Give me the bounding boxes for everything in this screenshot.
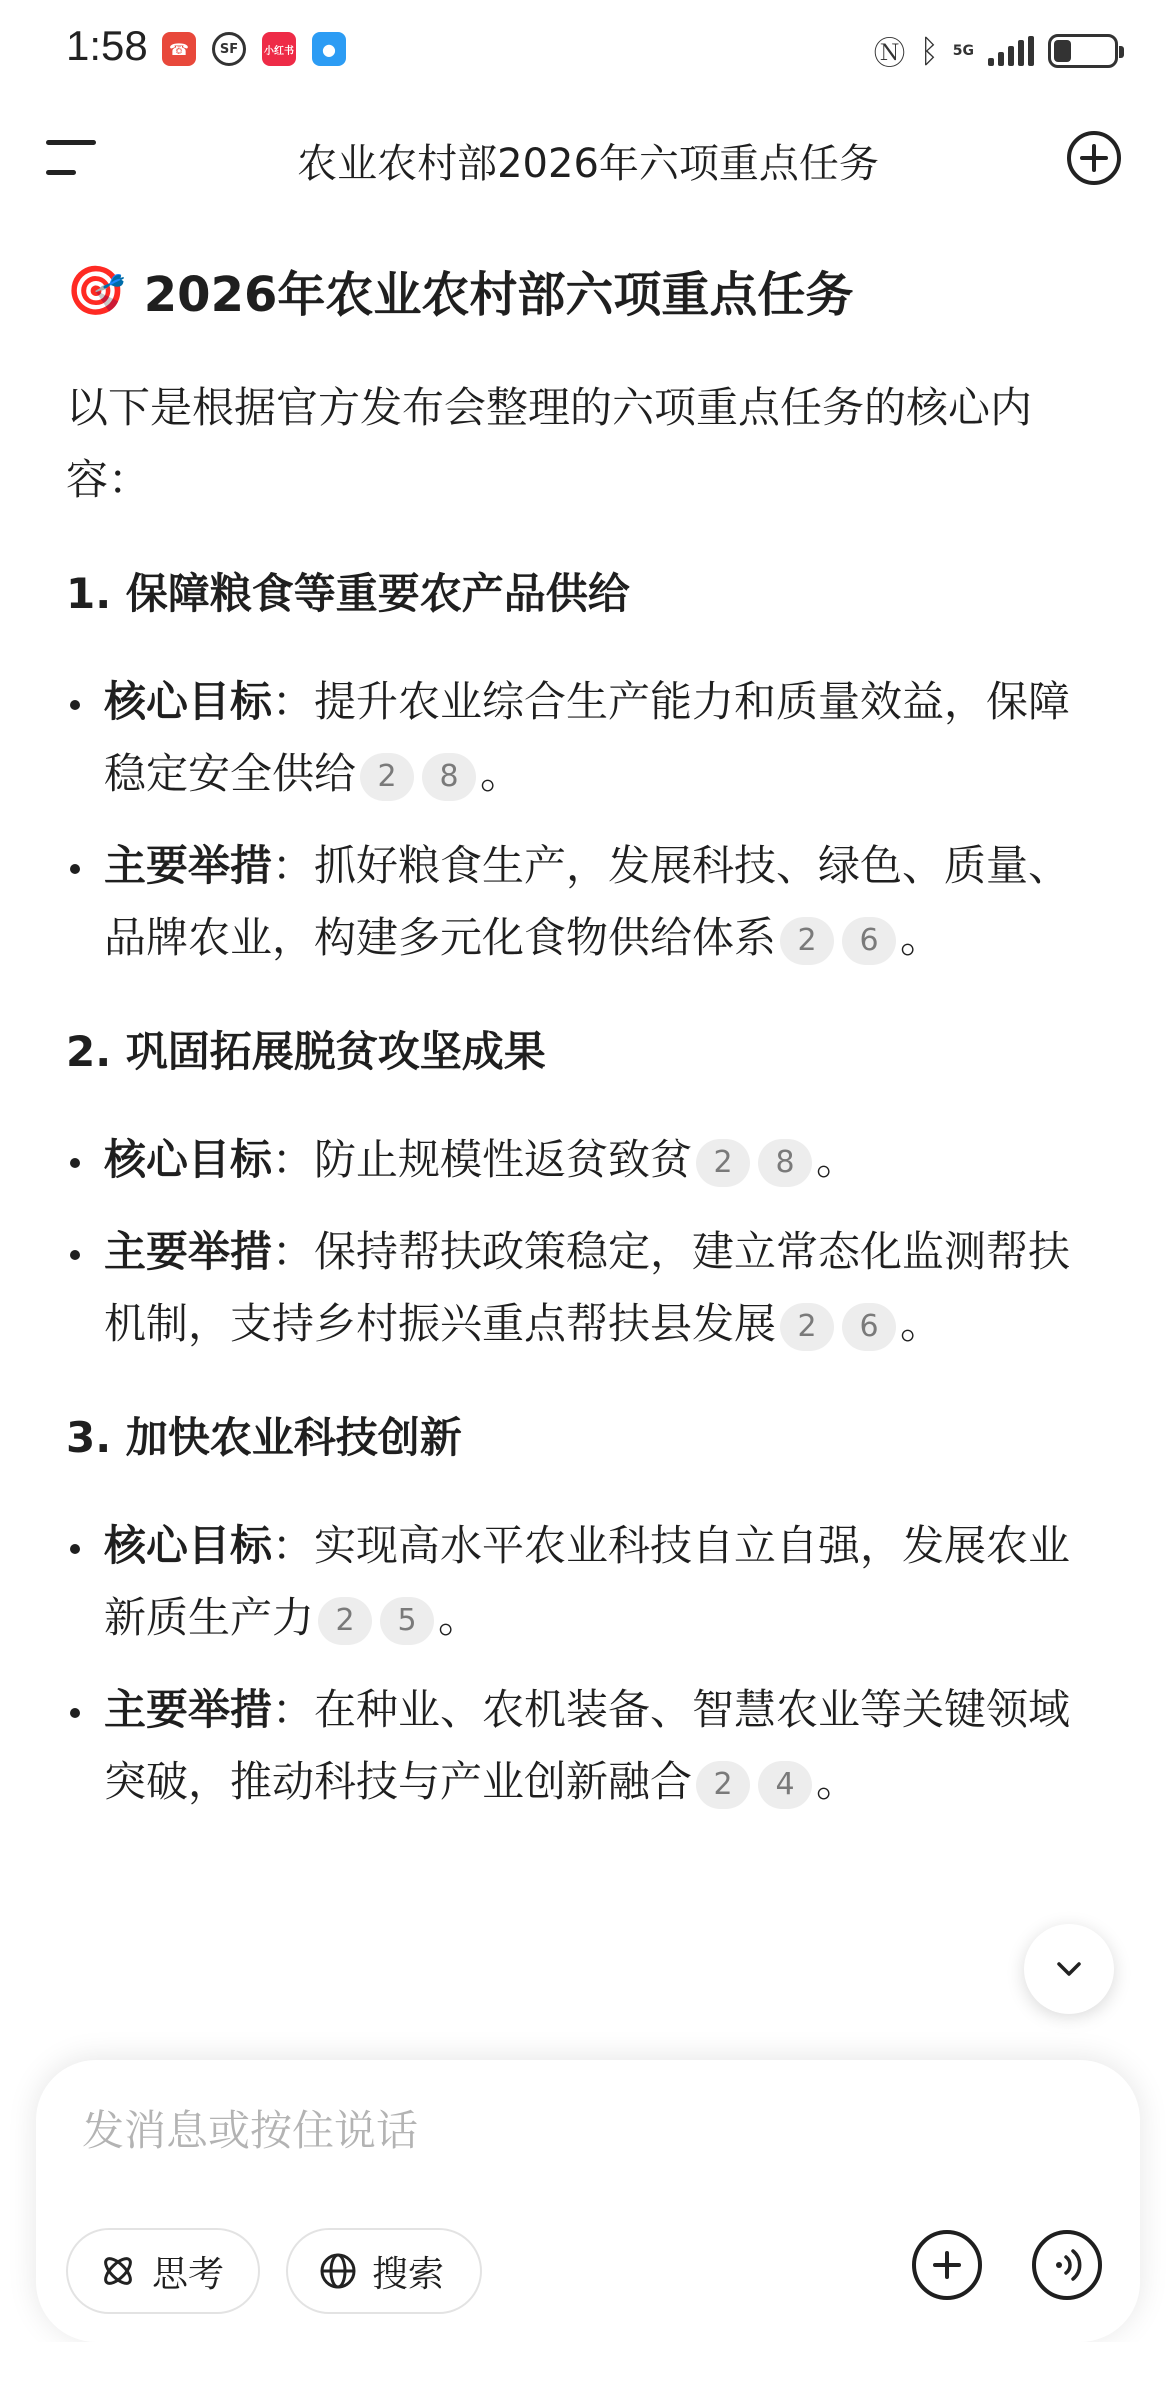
- core-goal-text: 实现高水平农业科技自立自强，发展农业新质生产力: [104, 1521, 1071, 1642]
- colon: ：: [272, 1227, 315, 1276]
- xiaohongshu-icon: 小红书: [262, 32, 296, 66]
- article-intro: 以下是根据官方发布会整理的六项重点任务的核心内容：: [66, 383, 1033, 504]
- bottom-safe-area: [0, 2342, 1176, 2400]
- period: 。: [900, 1299, 943, 1348]
- core-goal-label: 核心目标: [104, 677, 273, 726]
- chat-app-icon: ●: [312, 32, 346, 66]
- nfc-icon: Ⓝ: [873, 34, 906, 72]
- status-time: 1:58: [66, 22, 148, 69]
- search-label: 搜索: [372, 2253, 445, 2295]
- message-composer: [36, 2060, 1140, 2342]
- message-input[interactable]: [82, 2100, 1082, 2160]
- attach-button[interactable]: [912, 2230, 982, 2300]
- period: 。: [900, 913, 943, 962]
- sf-express-icon: SF: [212, 32, 246, 66]
- new-chat-icon[interactable]: [1064, 128, 1124, 188]
- sound-wave-icon: [1047, 2245, 1087, 2285]
- core-goal-text: 提升农业综合生产能力和质量效益，保障稳定安全供给: [104, 677, 1071, 798]
- think-label: 思考: [152, 2253, 225, 2295]
- globe-icon: [318, 2251, 358, 2291]
- chevron-down-icon: [1051, 1951, 1087, 1987]
- citation-badge[interactable]: 8: [422, 753, 476, 801]
- task-heading: 1. 保障粮食等重要农产品供给: [66, 569, 630, 618]
- battery-fill: [1054, 40, 1071, 62]
- task-bullet-list: [66, 1124, 1110, 1360]
- citation-badge[interactable]: 2: [780, 1303, 834, 1351]
- core-goal-item: [66, 666, 1110, 810]
- main-measures-text: 在种业、农机装备、智慧农业等关键领域突破，推动科技与产业创新融合: [104, 1685, 1071, 1806]
- main-measures-item: [66, 830, 1110, 974]
- colon: ：: [272, 677, 315, 726]
- citation-badge[interactable]: 2: [696, 1761, 750, 1809]
- period: 。: [816, 1757, 859, 1806]
- signal-icon: [988, 36, 1034, 66]
- missed-call-icon: ☎: [162, 32, 196, 66]
- message-content: [66, 250, 1110, 1838]
- bluetooth-icon: ᛒ: [919, 32, 939, 70]
- period: 。: [816, 1135, 859, 1184]
- scroll-down-button[interactable]: [1024, 1924, 1114, 2014]
- core-goal-item: [66, 1510, 1110, 1654]
- core-goal-item: [66, 1124, 1110, 1196]
- main-measures-item: [66, 1216, 1110, 1360]
- atom-icon: [98, 2251, 138, 2291]
- period: 。: [438, 1593, 481, 1642]
- task-section: [66, 1016, 1110, 1360]
- conversation-title: 农业农村部2026年六项重点任务: [297, 141, 879, 187]
- status-bar: [0, 0, 1176, 100]
- task-section: [66, 558, 1110, 974]
- task-section: [66, 1402, 1110, 1818]
- core-goal-text: 防止规模性返贫致贫: [314, 1135, 693, 1184]
- task-heading: 2. 巩固拓展脱贫攻坚成果: [66, 1027, 546, 1076]
- citation-badge[interactable]: 6: [842, 917, 896, 965]
- task-bullet-list: [66, 1510, 1110, 1818]
- colon: ：: [272, 1521, 315, 1570]
- notification-icons: [162, 32, 346, 66]
- period: 。: [480, 749, 523, 798]
- article-title-text: 2026年农业农村部六项重点任务: [143, 266, 854, 323]
- colon: ：: [272, 1685, 315, 1734]
- citation-badge[interactable]: 2: [360, 753, 414, 801]
- task-bullet-list: [66, 666, 1110, 974]
- main-measures-text: 抓好粮食生产，发展科技、绿色、质量、品牌农业，构建多元化食物供给体系: [104, 841, 1071, 962]
- app-header: [0, 110, 1176, 210]
- colon: ：: [272, 1135, 315, 1184]
- core-goal-label: 核心目标: [104, 1135, 273, 1184]
- article-title: [66, 250, 1110, 330]
- battery-icon: [1048, 34, 1118, 68]
- main-measures-label: 主要举措: [104, 841, 273, 890]
- main-measures-item: [66, 1674, 1110, 1818]
- search-toggle-button[interactable]: [286, 2228, 482, 2314]
- plus-icon: [929, 2247, 965, 2283]
- voice-call-button[interactable]: [1032, 2230, 1102, 2300]
- target-emoji-icon: 🎯: [66, 262, 126, 319]
- main-measures-label: 主要举措: [104, 1685, 273, 1734]
- citation-badge[interactable]: 2: [696, 1139, 750, 1187]
- system-icons: [874, 28, 1118, 74]
- task-sections: [66, 558, 1110, 1818]
- main-measures-label: 主要举措: [104, 1227, 273, 1276]
- citation-badge[interactable]: 6: [842, 1303, 896, 1351]
- citation-badge[interactable]: 5: [380, 1597, 434, 1645]
- citation-badge[interactable]: 8: [758, 1139, 812, 1187]
- citation-badge[interactable]: 2: [780, 917, 834, 965]
- core-goal-label: 核心目标: [104, 1521, 273, 1570]
- task-heading: 3. 加快农业科技创新: [66, 1413, 462, 1462]
- think-toggle-button[interactable]: [66, 2228, 260, 2314]
- main-measures-text: 保持帮扶政策稳定，建立常态化监测帮扶机制，支持乡村振兴重点帮扶县发展: [104, 1227, 1071, 1348]
- network-type-label: 5G: [952, 43, 974, 59]
- citation-badge[interactable]: 4: [758, 1761, 812, 1809]
- citation-badge[interactable]: 2: [318, 1597, 372, 1645]
- colon: ：: [272, 841, 315, 890]
